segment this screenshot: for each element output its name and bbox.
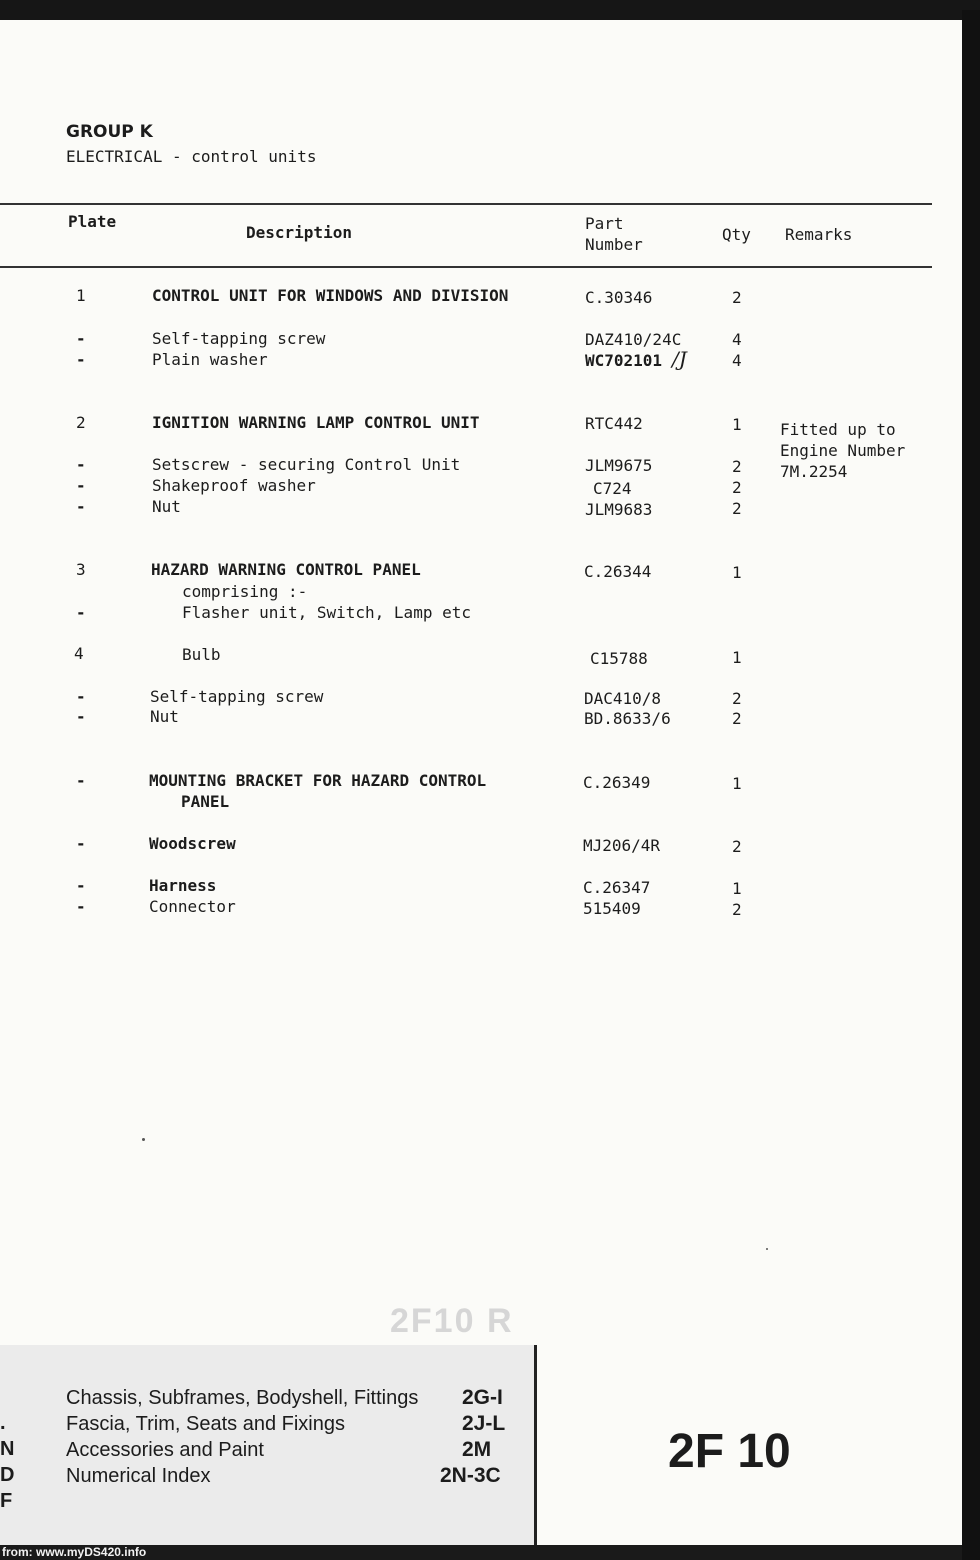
section-index-label: Fascia, Trim, Seats and Fixings	[66, 1413, 345, 1435]
row-plate: -	[76, 603, 86, 622]
row-qty: 1	[732, 774, 742, 793]
row-description: PANEL	[181, 792, 230, 811]
row-qty: 2	[732, 288, 742, 307]
row-plate: 3	[76, 560, 86, 579]
row-plate: -	[76, 497, 86, 516]
row-description: Shakeproof washer	[152, 476, 316, 495]
row-description: Self-tapping screw	[152, 329, 326, 348]
row-part-number: C.26349	[583, 773, 651, 792]
row-part-number: BD.8633/6	[584, 709, 671, 728]
row-part-number: DAZ410/24C	[585, 330, 682, 349]
section-index-code: 2J-L	[462, 1412, 506, 1435]
row-description: CONTROL UNIT FOR WINDOWS AND DIVISION	[152, 286, 509, 305]
header-qty: Qty	[722, 225, 751, 244]
faded-page-stamp: 2F10 R	[390, 1302, 514, 1340]
header-remarks: Remarks	[785, 225, 853, 244]
header-part-line1: Part	[585, 214, 624, 233]
row-plate: -	[76, 834, 86, 853]
row-plate: -	[76, 476, 86, 495]
section-index-code: 2N-3C	[440, 1464, 501, 1487]
remarks-line: Engine Number	[780, 441, 906, 460]
section-index-code: 2M	[462, 1438, 492, 1461]
row-plate: 2	[76, 413, 86, 432]
row-plate: -	[76, 329, 86, 348]
row-plate: -	[76, 687, 86, 706]
row-part-number: 515409	[583, 899, 641, 918]
scan-speck	[766, 1248, 768, 1250]
row-plate: 4	[74, 644, 84, 663]
row-qty: 1	[732, 648, 742, 667]
header-part-line2: Number	[585, 235, 643, 254]
row-plate: -	[76, 771, 86, 790]
row-part-number: WC702101	[585, 351, 663, 370]
row-qty: 2	[732, 478, 742, 497]
header-rule-top	[0, 203, 932, 205]
row-part-number: JLM9675	[585, 456, 653, 475]
cut-off-letter: F	[0, 1490, 13, 1512]
row-part-number: C.30346	[585, 288, 653, 307]
remarks-line: Fitted up to	[780, 420, 896, 439]
row-qty: 2	[732, 900, 742, 919]
header-plate: Plate	[68, 212, 117, 231]
row-description: Woodscrew	[149, 834, 236, 853]
row-description: HAZARD WARNING CONTROL PANEL	[151, 560, 421, 579]
row-qty: 2	[732, 837, 742, 856]
row-description: Nut	[152, 497, 181, 516]
row-part-number: DAC410/8	[584, 689, 662, 708]
row-part-number: C.26344	[584, 562, 652, 581]
row-description: Setscrew - securing Control Unit	[152, 455, 461, 474]
row-description: IGNITION WARNING LAMP CONTROL UNIT	[152, 413, 480, 432]
row-description: Nut	[150, 707, 179, 726]
group-subtitle: ELECTRICAL - control units	[66, 147, 317, 166]
row-description: MOUNTING BRACKET FOR HAZARD CONTROL	[149, 771, 487, 790]
row-part-number: C724	[593, 479, 632, 498]
row-qty: 1	[732, 879, 742, 898]
row-description: comprising :-	[182, 582, 308, 601]
row-qty: 1	[732, 415, 742, 434]
row-part-number: JLM9683	[585, 500, 653, 519]
remarks-line: 7M.2254	[780, 462, 848, 481]
footer-divider	[534, 1345, 537, 1545]
scan-speck	[142, 1138, 145, 1141]
source-credit: from: www.myDS420.info	[2, 1545, 147, 1559]
row-qty: 4	[732, 351, 742, 370]
scan-right-edge	[962, 10, 980, 1560]
page-code: 2F 10	[668, 1425, 791, 1478]
row-qty: 4	[732, 330, 742, 349]
header-description: Description	[246, 223, 352, 242]
cut-off-letter: N	[0, 1438, 15, 1460]
row-part-number: C15788	[590, 649, 648, 668]
cut-off-letter: D	[0, 1464, 15, 1486]
row-description: Bulb	[182, 645, 221, 664]
section-index-label: Accessories and Paint	[66, 1439, 264, 1461]
row-part-number: RTC442	[585, 414, 643, 433]
section-index-label: Numerical Index	[66, 1465, 211, 1487]
section-index-code: 2G-I	[462, 1386, 503, 1409]
cut-off-letter: .	[0, 1412, 6, 1434]
row-plate: -	[76, 455, 86, 474]
row-qty: 2	[732, 709, 742, 728]
row-qty: 2	[732, 499, 742, 518]
row-description: Self-tapping screw	[150, 687, 324, 706]
row-description: Harness	[149, 876, 217, 895]
handwritten-annotation: /J	[672, 347, 687, 371]
row-plate: 1	[76, 286, 86, 305]
row-description: Plain washer	[152, 350, 268, 369]
header-rule-bottom	[0, 266, 932, 268]
row-plate: -	[76, 876, 86, 895]
row-qty: 2	[732, 457, 742, 476]
section-index-label: Chassis, Subframes, Bodyshell, Fittings	[66, 1387, 419, 1409]
row-description: Connector	[149, 897, 236, 916]
row-plate: -	[76, 707, 86, 726]
row-part-number: C.26347	[583, 878, 651, 897]
row-description: Flasher unit, Switch, Lamp etc	[182, 603, 471, 622]
row-qty: 1	[732, 563, 742, 582]
row-plate: -	[76, 897, 86, 916]
group-title: GROUP K	[66, 122, 153, 142]
scan-top-edge	[0, 0, 980, 20]
row-qty: 2	[732, 689, 742, 708]
row-plate: -	[76, 350, 86, 369]
row-part-number: MJ206/4R	[583, 836, 661, 855]
